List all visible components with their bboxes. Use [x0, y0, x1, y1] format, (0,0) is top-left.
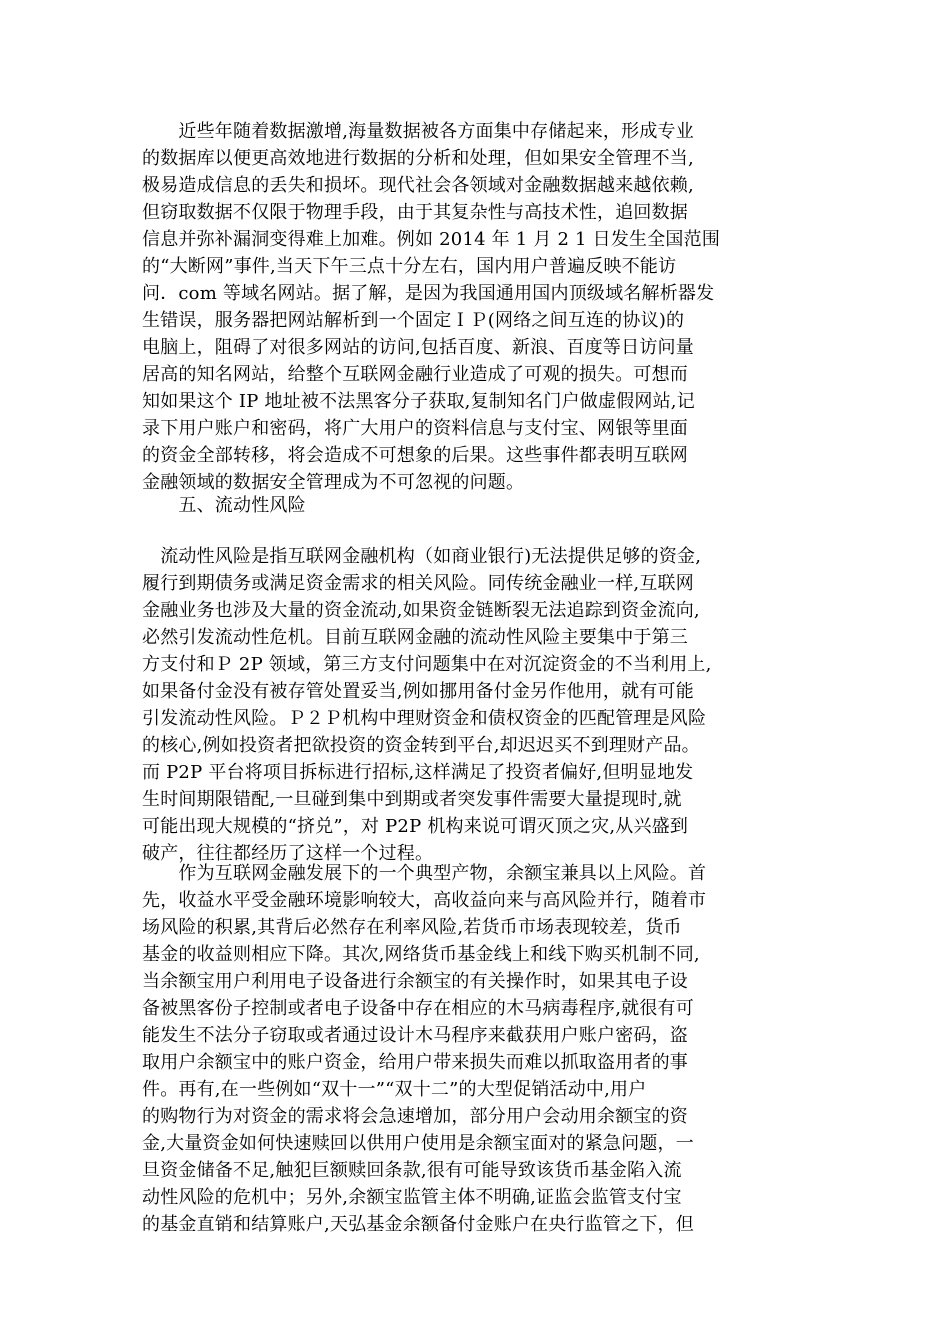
paragraph-line: 引发流动性风险。Ｐ２Ｐ机构中理财资金和债权资金的匹配管理是风险 — [142, 708, 707, 729]
paragraph-line: 录下用户账户和密码，将广大用户的资料信息与支付宝、网银等里面 — [142, 418, 688, 439]
paragraph-line: 如果备付金没有被存管处置妥当,例如挪用备付金另作他用，就有可能 — [142, 681, 694, 702]
paragraph-line: 场风险的积累,其背后必然存在利率风险,若货币市场表现较差，货币 — [142, 917, 682, 938]
paragraph-line: 的数据库以便更高效地进行数据的分析和处理，但如果安全管理不当, — [142, 148, 694, 169]
paragraph-line: 近些年随着数据激增,海量数据被各方面集中存储起来，形成专业 — [142, 121, 694, 142]
paragraph-line: 生时间期限错配,一旦碰到集中到期或者突发事件需要大量提现时,就 — [142, 789, 682, 810]
paragraph-line: 居高的知名网站，给整个互联网金融行业造成了可观的损失。可想而 — [142, 364, 688, 385]
paragraph-line: 金,大量资金如何快速赎回以供用户使用是余额宝面对的紧急问题，一 — [142, 1133, 694, 1154]
section-heading-text: 五、流动性风险 — [142, 495, 306, 516]
paragraph-line: 可能出现大规模的“挤兑”，对 P2P 机构来说可谓灭顶之灾,从兴盛到 — [142, 816, 689, 837]
paragraph-line: 履行到期债务或满足资金需求的相关风险。同传统金融业一样,互联网 — [142, 573, 694, 594]
paragraph-line: 金融业务也涉及大量的资金流动,如果资金链断裂无法追踪到资金流向, — [142, 600, 700, 621]
paragraph-line: 方支付和Ｐ 2P 领域，第三方支付问题集中在对沉淀资金的不当利用上, — [142, 654, 712, 675]
paragraph-line: 生错误，服务器把网站解析到一个固定ＩＰ(网络之间互连的协议)的 — [142, 310, 685, 331]
paragraph-line: 先，收益水平受金融环境影响较大，高收益向来与高风险并行，随着市 — [142, 890, 707, 911]
section-heading — [142, 492, 814, 519]
paragraph-line: 电脑上，阻碍了对很多网站的访问,包括百度、新浪、百度等日访问量 — [142, 337, 694, 358]
paragraph-line: 动性风险的危机中；另外,余额宝监管主体不明确,证监会监管支付宝 — [142, 1187, 682, 1208]
paragraph-data-security — [142, 118, 814, 496]
paragraph-line: 破产，往往都经历了这样一个过程。 — [142, 843, 434, 864]
paragraph-line: 信息并弥补漏洞变得难上加难。例如 2014 年 1 月 2 1 日发生全国范围 — [142, 229, 721, 250]
paragraph-line: 旦资金储备不足,触犯巨额赎回条款,很有可能导致该货币基金陷入流 — [142, 1160, 682, 1181]
paragraph-line: 备被黑客份子控制或者电子设备中存在相应的木马病毒程序,就很有可 — [142, 998, 694, 1019]
paragraph-line: 作为互联网金融发展下的一个典型产物，余额宝兼具以上风险。首 — [142, 863, 707, 884]
paragraph-line: 当余额宝用户利用电子设备进行余额宝的有关操作时，如果其电子设 — [142, 971, 688, 992]
paragraph-line: 流动性风险是指互联网金融机构（如商业银行)无法提供足够的资金, — [142, 546, 702, 567]
paragraph-line: 的基金直销和结算账户,天弘基金余额备付金账户在央行监管之下，但 — [142, 1214, 694, 1235]
paragraph-liquidity-risk — [142, 543, 814, 867]
paragraph-line: 的核心,例如投资者把欲投资的资金转到平台,却迟迟买不到理财产品。 — [142, 735, 700, 756]
paragraph-line: 的资金全部转移，将会造成不可想象的后果。这些事件都表明互联网 — [142, 445, 688, 466]
paragraph-line: 知如果这个 IP 地址被不法黑客分子获取,复制知名门户做虚假网站,记 — [142, 391, 695, 412]
paragraph-line: 能发生不法分子窃取或者通过设计木马程序来截获用户账户密码，盗 — [142, 1025, 688, 1046]
paragraph-line: 的“大断网”事件,当天下午三点十分左右，国内用户普遍反映不能访 — [142, 256, 677, 277]
paragraph-line: 极易造成信息的丢失和损坏。现代社会各领域对金融数据越来越依赖, — [142, 175, 694, 196]
paragraph-line: 的购物行为对资金的需求将会急速增加，部分用户会动用余额宝的资 — [142, 1106, 688, 1127]
paragraph-yuebao — [142, 860, 814, 1238]
paragraph-line: 件。再有,在一些例如“双十一”“双十二”的大型促销活动中,用户 — [142, 1079, 647, 1100]
paragraph-line: 必然引发流动性危机。目前互联网金融的流动性风险主要集中于第三 — [142, 627, 688, 648]
paragraph-line: 而 P2P 平台将项目拆标进行招标,这样满足了投资者偏好,但明显地发 — [142, 762, 694, 783]
paragraph-line: 取用户余额宝中的账户资金，给用户带来损失而难以抓取盗用者的事 — [142, 1052, 688, 1073]
paragraph-line: 但窃取数据不仅限于物理手段，由于其复杂性与高技术性，追回数据 — [142, 202, 688, 223]
paragraph-line: 基金的收益则相应下降。其次,网络货币基金线上和线下购买机制不同, — [142, 944, 700, 965]
paragraph-line: 金融领域的数据安全管理成为不可忽视的问题。 — [142, 472, 525, 493]
paragraph-line: 问．com 等域名网站。据了解，是因为我国通用国内顶级域名解析器发 — [142, 283, 715, 304]
